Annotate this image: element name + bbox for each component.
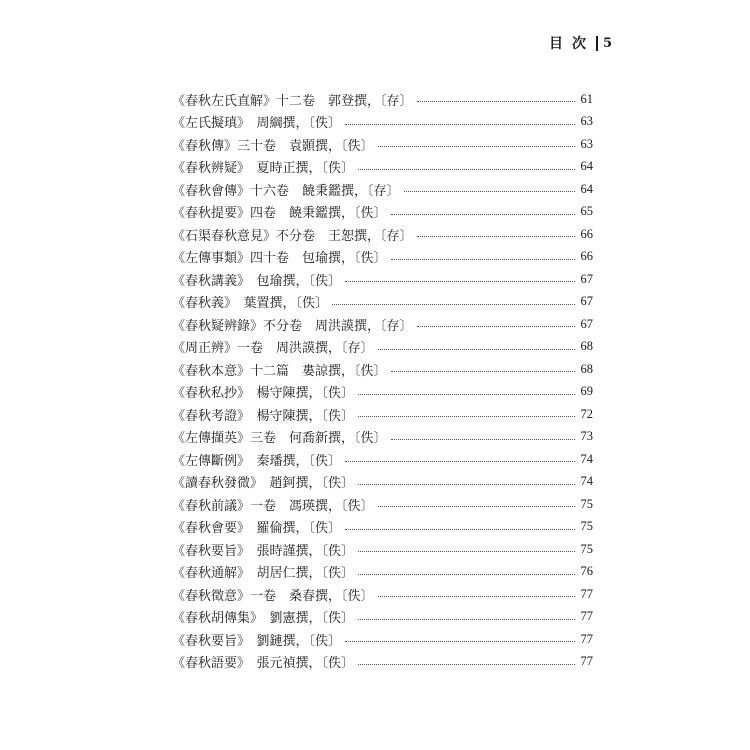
toc-entry-page: 72 (580, 406, 593, 421)
toc-entry-title: 《春秋前議》一卷 馮瑛撰，〔佚〕 (172, 498, 374, 514)
toc-entry-page: 67 (580, 294, 593, 309)
toc-entry (172, 516, 593, 539)
toc-entry-title: 《春秋徵意》一卷 桑春撰，〔佚〕 (172, 588, 374, 604)
toc-entry (172, 313, 593, 336)
toc-entry-page: 77 (580, 609, 593, 624)
toc-entry-title: 《春秋辨疑》 夏時正撰，〔佚〕 (172, 161, 355, 177)
toc-entry-title: 《左氏擬瑱》 周綱撰，〔佚〕 (172, 116, 342, 132)
toc-entry-title: 《周正辨》一卷 周洪謨撰，〔存〕 (172, 341, 374, 357)
dot-leader (378, 145, 575, 147)
toc-entry (172, 223, 593, 246)
dot-leader (345, 460, 575, 462)
header-page-number: 5 (602, 35, 613, 51)
toc-entry-title: 《春秋傳》三十卷 袁顥撰，〔佚〕 (172, 138, 374, 154)
toc-entry (172, 448, 593, 471)
dot-leader (391, 213, 575, 215)
toc-entry-title: 《春秋提要》四卷 饒秉鑑撰，〔佚〕 (172, 206, 387, 222)
toc-entry-title: 《春秋要旨》 劉鏈撰，〔佚〕 (172, 633, 342, 649)
toc-entry-title: 《左傳事類》四十卷 包瑜撰，〔佚〕 (172, 251, 387, 267)
toc-entry-title: 《春秋講義》 包瑜撰，〔佚〕 (172, 273, 342, 289)
toc-entry (172, 628, 593, 651)
toc-entry-title: 《春秋義》 葉置撰，〔佚〕 (172, 296, 329, 312)
dot-leader (391, 438, 575, 440)
toc-entry-page: 75 (580, 496, 593, 511)
toc-entry-page: 77 (580, 654, 593, 669)
toc-entry (172, 268, 593, 291)
toc-entry-title: 《石渠春秋意見》不分卷 王恕撰，〔存〕 (172, 228, 413, 244)
toc-entry-page: 61 (580, 91, 593, 106)
dot-leader (378, 348, 575, 350)
dot-leader (391, 258, 575, 260)
toc-entry-page: 66 (580, 226, 593, 241)
toc-entry (172, 88, 593, 111)
toc-entry-title: 《春秋會傳》十六卷 饒秉鑑撰，〔存〕 (172, 183, 400, 199)
header-title: 目次 (548, 36, 595, 52)
dot-leader (332, 303, 575, 305)
toc-entry-page: 77 (580, 631, 593, 646)
toc-entry-title: 《左傳擷英》三卷 何喬新撰，〔佚〕 (172, 431, 387, 447)
dot-leader (358, 550, 575, 552)
dot-leader (358, 393, 575, 395)
dot-leader (417, 235, 575, 237)
dot-leader (417, 100, 575, 102)
toc-entry-page: 67 (580, 316, 593, 331)
dot-leader (358, 168, 575, 170)
toc-entry-page: 73 (580, 429, 593, 444)
toc-entry-page: 65 (580, 204, 593, 219)
dot-leader (378, 595, 575, 597)
toc-entry-page: 64 (580, 159, 593, 174)
toc-entry (172, 133, 593, 156)
table-of-contents (172, 88, 593, 673)
toc-entry (172, 403, 593, 426)
dot-leader (345, 123, 575, 125)
toc-entry-title: 《春秋通解》 胡居仁撰，〔佚〕 (172, 566, 355, 582)
toc-entry-page: 69 (580, 384, 593, 399)
toc-entry (172, 583, 593, 606)
toc-entry-title: 《春秋本意》十二篇 婁諒撰，〔佚〕 (172, 363, 387, 379)
toc-entry (172, 336, 593, 359)
toc-entry-page: 66 (580, 249, 593, 264)
toc-entry-page: 75 (580, 519, 593, 534)
toc-entry-title: 《春秋左氏直解》十二卷 郭登撰，〔存〕 (172, 93, 413, 109)
toc-entry-page: 74 (580, 451, 593, 466)
toc-entry-title: 《讀春秋發微》 趙鈳撰，〔佚〕 (172, 476, 355, 492)
toc-entry (172, 358, 593, 381)
toc-entry (172, 201, 593, 224)
toc-entry-title: 《春秋要旨》 張時謹撰，〔佚〕 (172, 543, 355, 559)
toc-entry (172, 111, 593, 134)
dot-leader (358, 483, 575, 485)
toc-entry (172, 471, 593, 494)
running-header (549, 33, 613, 53)
toc-entry (172, 246, 593, 269)
toc-entry-title: 《春秋語要》 張元禎撰，〔佚〕 (172, 656, 355, 672)
dot-leader (358, 415, 575, 417)
dot-leader (345, 280, 575, 282)
toc-entry (172, 561, 593, 584)
toc-entry (172, 651, 593, 674)
dot-leader (417, 325, 575, 327)
dot-leader (358, 663, 575, 665)
toc-entry-title: 《春秋胡傳集》 劉憲撰，〔佚〕 (172, 611, 355, 627)
toc-entry-page: 63 (580, 136, 593, 151)
toc-entry-page: 76 (580, 564, 593, 579)
toc-entry (172, 606, 593, 629)
toc-entry-title: 《春秋疑辨錄》不分卷 周洪謨撰，〔存〕 (172, 318, 413, 334)
toc-entry (172, 178, 593, 201)
toc-entry (172, 493, 593, 516)
toc-entry (172, 381, 593, 404)
toc-entry-page: 68 (580, 339, 593, 354)
toc-entry-page: 67 (580, 271, 593, 286)
toc-entry-page: 68 (580, 361, 593, 376)
toc-entry-title: 《春秋考證》 楊守陳撰，〔佚〕 (172, 408, 355, 424)
toc-entry-title: 《左傳斷例》 秦璠撰，〔佚〕 (172, 453, 342, 469)
toc-entry-title: 《春秋私抄》 楊守陳撰，〔佚〕 (172, 386, 355, 402)
toc-entry-page: 64 (580, 181, 593, 196)
dot-leader (345, 640, 575, 642)
dot-leader (378, 505, 575, 507)
dot-leader (391, 370, 575, 372)
dot-leader (345, 528, 575, 530)
toc-entry-title: 《春秋會要》 羅倫撰，〔佚〕 (172, 521, 342, 537)
dot-leader (358, 573, 575, 575)
toc-entry-page: 77 (580, 586, 593, 601)
header-divider (596, 36, 598, 51)
toc-entry-page: 75 (580, 541, 593, 556)
toc-entry-page: 74 (580, 474, 593, 489)
toc-entry (172, 426, 593, 449)
dot-leader (358, 618, 575, 620)
toc-entry (172, 291, 593, 314)
toc-entry (172, 156, 593, 179)
toc-entry-page: 63 (580, 114, 593, 129)
toc-entry (172, 538, 593, 561)
dot-leader (404, 190, 575, 192)
